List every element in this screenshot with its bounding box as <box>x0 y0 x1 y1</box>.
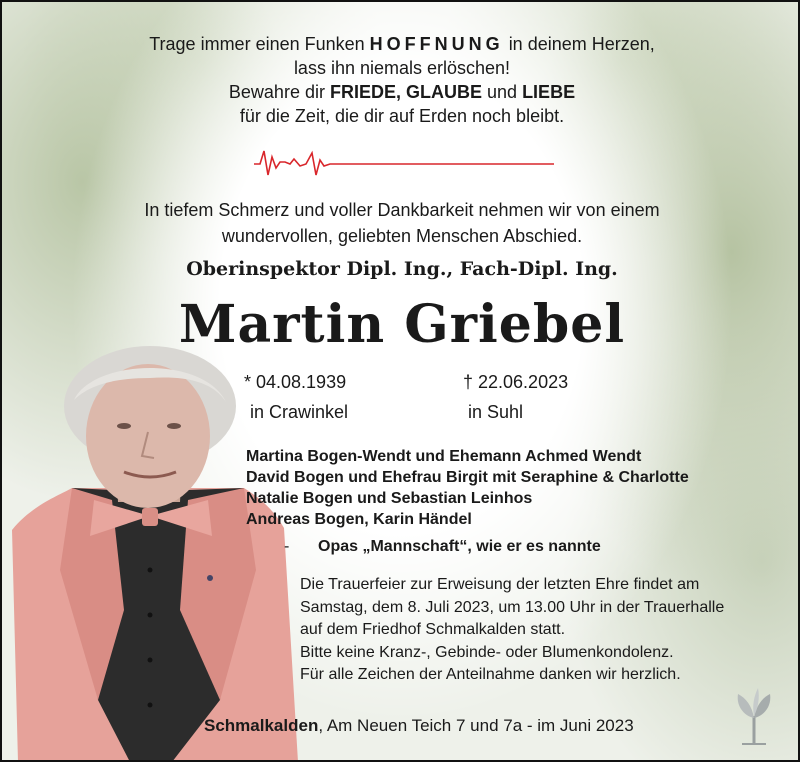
footer-place: Schmalkalden <box>204 716 319 735</box>
team-line <box>284 538 601 556</box>
team-text: Opas „Mannschaft“, wie er es nannte <box>318 538 601 555</box>
poem-text: Bewahre dir <box>228 82 325 102</box>
poem-text: in deinem Herzen, <box>508 34 655 54</box>
poem-line-4: für die Zeit, die dir auf Erden noch bleibt. <box>239 106 565 126</box>
tree-emblem-icon <box>730 686 778 746</box>
heartbeat-line-icon <box>254 148 554 178</box>
poem-text: und <box>487 82 518 102</box>
poem-line-1 <box>2 32 800 56</box>
intro-line-1: In tiefem Schmerz und voller Dankbarkeit nehmen wir von einem <box>144 200 660 220</box>
deceased-title: Oberinspektor Dipl. Ing., Fach-Dipl. Ing. <box>186 258 618 280</box>
family-list <box>246 446 689 530</box>
poem-line-3 <box>2 80 800 104</box>
family-member: Natalie Bogen und Sebastian Leinhos <box>246 490 533 507</box>
notice-line: auf dem Friedhof Schmalkalden statt. <box>300 621 566 638</box>
team-dash: - <box>284 538 290 555</box>
funeral-notice <box>300 574 724 687</box>
death-date: † 22.06.2023 <box>463 372 569 392</box>
intro-line-2: wundervollen, geliebten Menschen Abschied. <box>221 226 583 246</box>
footer-rest: , Am Neuen Teich 7 und 7a - im Juni 2023 <box>318 716 634 735</box>
birth-date: * 04.08.1939 <box>244 372 347 392</box>
footer-location-date <box>204 716 634 736</box>
notice-line: Bitte keine Kranz-, Gebinde- oder Blumenkondolenz. <box>300 643 674 661</box>
death-place: in Suhl <box>468 402 524 422</box>
poem-bold-words: LIEBE <box>522 82 576 102</box>
family-member: Martina Bogen-Wendt und Ehemann Achmed Wendt <box>246 448 642 465</box>
notice-line: Die Trauerfeier zur Erweisung der letzten Ehre findet am <box>300 576 700 593</box>
birth-place: in Crawinkel <box>250 402 349 422</box>
poem-line-2: lass ihn niemals erlöschen! <box>293 58 511 78</box>
poem-hope-word: HOFFNUNG <box>369 34 504 54</box>
deceased-name: Martin Griebel <box>178 294 626 355</box>
portrait-photo <box>12 340 304 762</box>
poem-text: Trage immer einen Funken <box>149 34 365 54</box>
family-member: David Bogen und Ehefrau Birgit mit Seraphine & Charlotte <box>246 469 689 486</box>
intro-text <box>2 197 800 249</box>
poem-bold-words: FRIEDE, GLAUBE <box>329 82 482 102</box>
notice-line: Samstag, dem 8. Juli 2023, um 13.00 Uhr in der Trauerhalle <box>300 598 725 616</box>
poem <box>2 32 800 128</box>
family-member: Andreas Bogen, Karin Händel <box>246 511 472 528</box>
notice-line: Für alle Zeichen der Anteilnahme danken wir herzlich. <box>300 666 681 683</box>
